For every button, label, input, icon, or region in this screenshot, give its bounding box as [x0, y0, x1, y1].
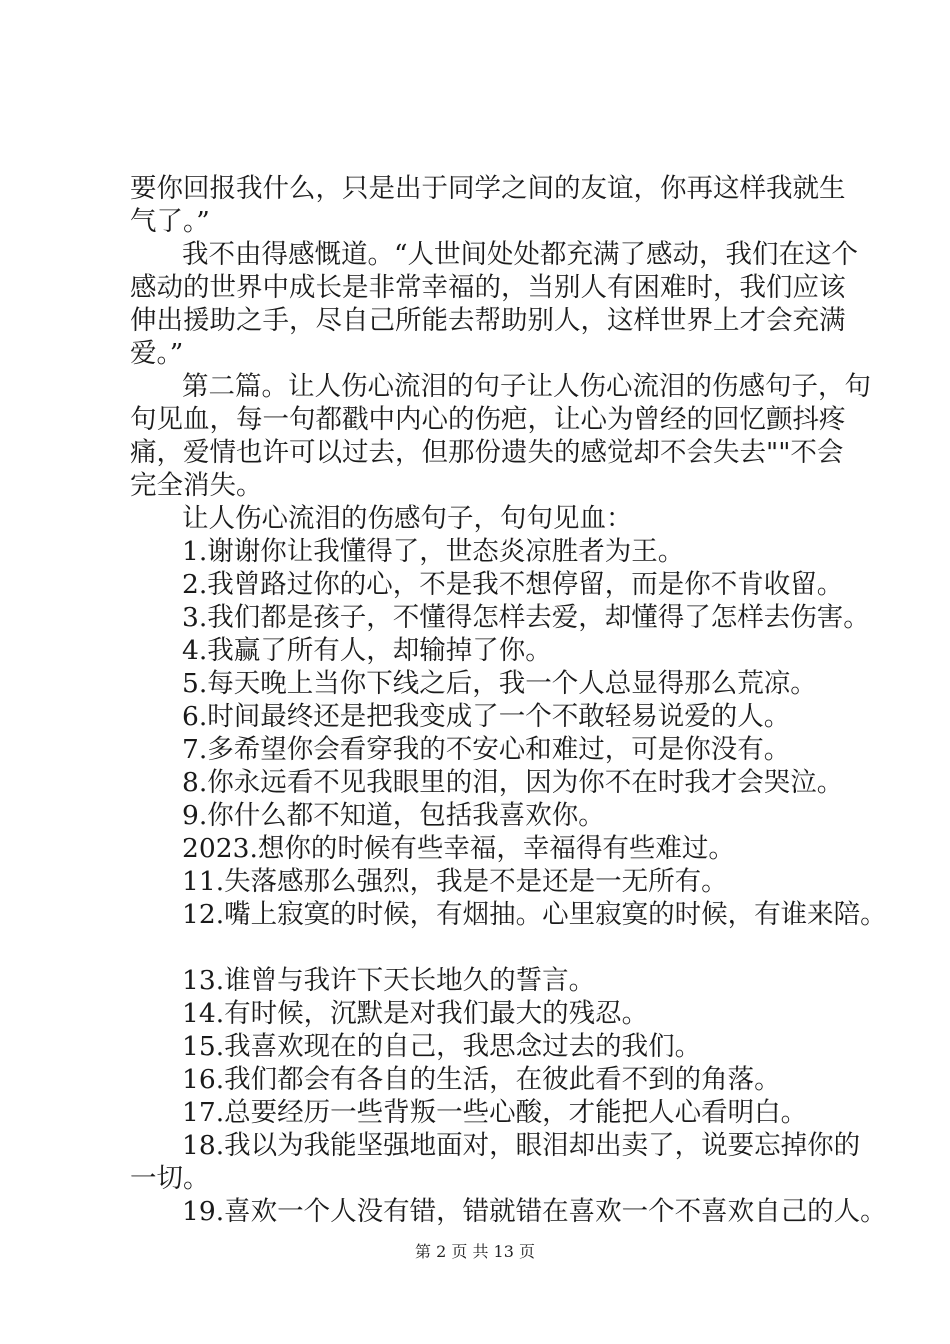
text-line: 11.失落感那么强烈，我是不是还是一无所有。: [182, 866, 728, 897]
text-line: 一切。: [130, 1163, 210, 1194]
text-line: 句见血，每一句都戳中内心的伤疤，让心为曾经的回忆颤抖疼: [130, 404, 846, 435]
text-line: 2023.想你的时候有些幸福，幸福得有些难过。: [182, 833, 735, 864]
text-line: 5.每天晚上当你下线之后，我一个人总显得那么荒凉。: [182, 668, 817, 699]
blank-line: [130, 931, 860, 964]
text-line: 1.谢谢你让我懂得了，世态炎凉胜者为王。: [182, 536, 685, 567]
text-line: 13.谁曾与我许下天长地久的誓言。: [182, 965, 596, 996]
text-line: 4.我赢了所有人，却输掉了你。: [182, 635, 552, 666]
page-footer: [0, 1242, 950, 1262]
text-line: 2.我曾路过你的心，不是我不想停留，而是你不肯收留。: [182, 569, 844, 600]
page-number-label: 第 2 页 共 13 页: [415, 1242, 535, 1261]
text-line: 19.喜欢一个人没有错，错就错在喜欢一个不喜欢自己的人。: [182, 1196, 887, 1227]
text-line: 爱。”: [130, 338, 184, 369]
text-line: 完全消失。: [130, 470, 263, 501]
text-line: 气了。”: [130, 206, 210, 237]
text-line: 3.我们都是孩子，不懂得怎样去爱，却懂得了怎样去伤害。: [182, 602, 870, 633]
text-line: 8.你永远看不见我眼里的泪，因为你不在时我才会哭泣。: [182, 767, 844, 798]
text-line: 12.嘴上寂寞的时候，有烟抽。心里寂寞的时候，有谁来陪。: [182, 899, 887, 930]
text-line: 14.有时候，沉默是对我们最大的残忍。: [182, 998, 649, 1029]
text-line: 第二篇。让人伤心流泪的句子让人伤心流泪的伤感句子，句: [182, 371, 871, 402]
text-line: 6.时间最终还是把我变成了一个不敢轻易说爱的人。: [182, 701, 791, 732]
text-line: 感动的世界中成长是非常幸福的，当别人有困难时，我们应该: [130, 272, 846, 303]
text-line: 7.多希望你会看穿我的不安心和难过，可是你没有。: [182, 734, 791, 765]
text-line: 16.我们都会有各自的生活，在彼此看不到的角落。: [182, 1064, 781, 1095]
text-line: 15.我喜欢现在的自己，我思念过去的我们。: [182, 1031, 702, 1062]
text-line: 痛，爱情也许可以过去，但那份遗失的感觉却不会失去""不会: [130, 437, 844, 468]
text-line: 18.我以为我能坚强地面对，眼泪却出卖了，说要忘掉你的: [182, 1130, 861, 1161]
text-line: 要你回报我什么，只是出于同学之间的友谊，你再这样我就生: [130, 173, 846, 204]
text-line: 17.总要经历一些背叛一些心酸，才能把人心看明白。: [182, 1097, 808, 1128]
text-line: 伸出援助之手，尽自己所能去帮助别人，这样世界上才会充满: [130, 305, 846, 336]
text-line: 我不由得感慨道。“人世间处处都充满了感动，我们在这个: [182, 239, 859, 270]
text-line: 9.你什么都不知道，包括我喜欢你。: [182, 800, 605, 831]
document-body: [130, 172, 887, 1228]
text-line: 让人伤心流泪的伤感句子，句句见血：: [182, 503, 633, 534]
